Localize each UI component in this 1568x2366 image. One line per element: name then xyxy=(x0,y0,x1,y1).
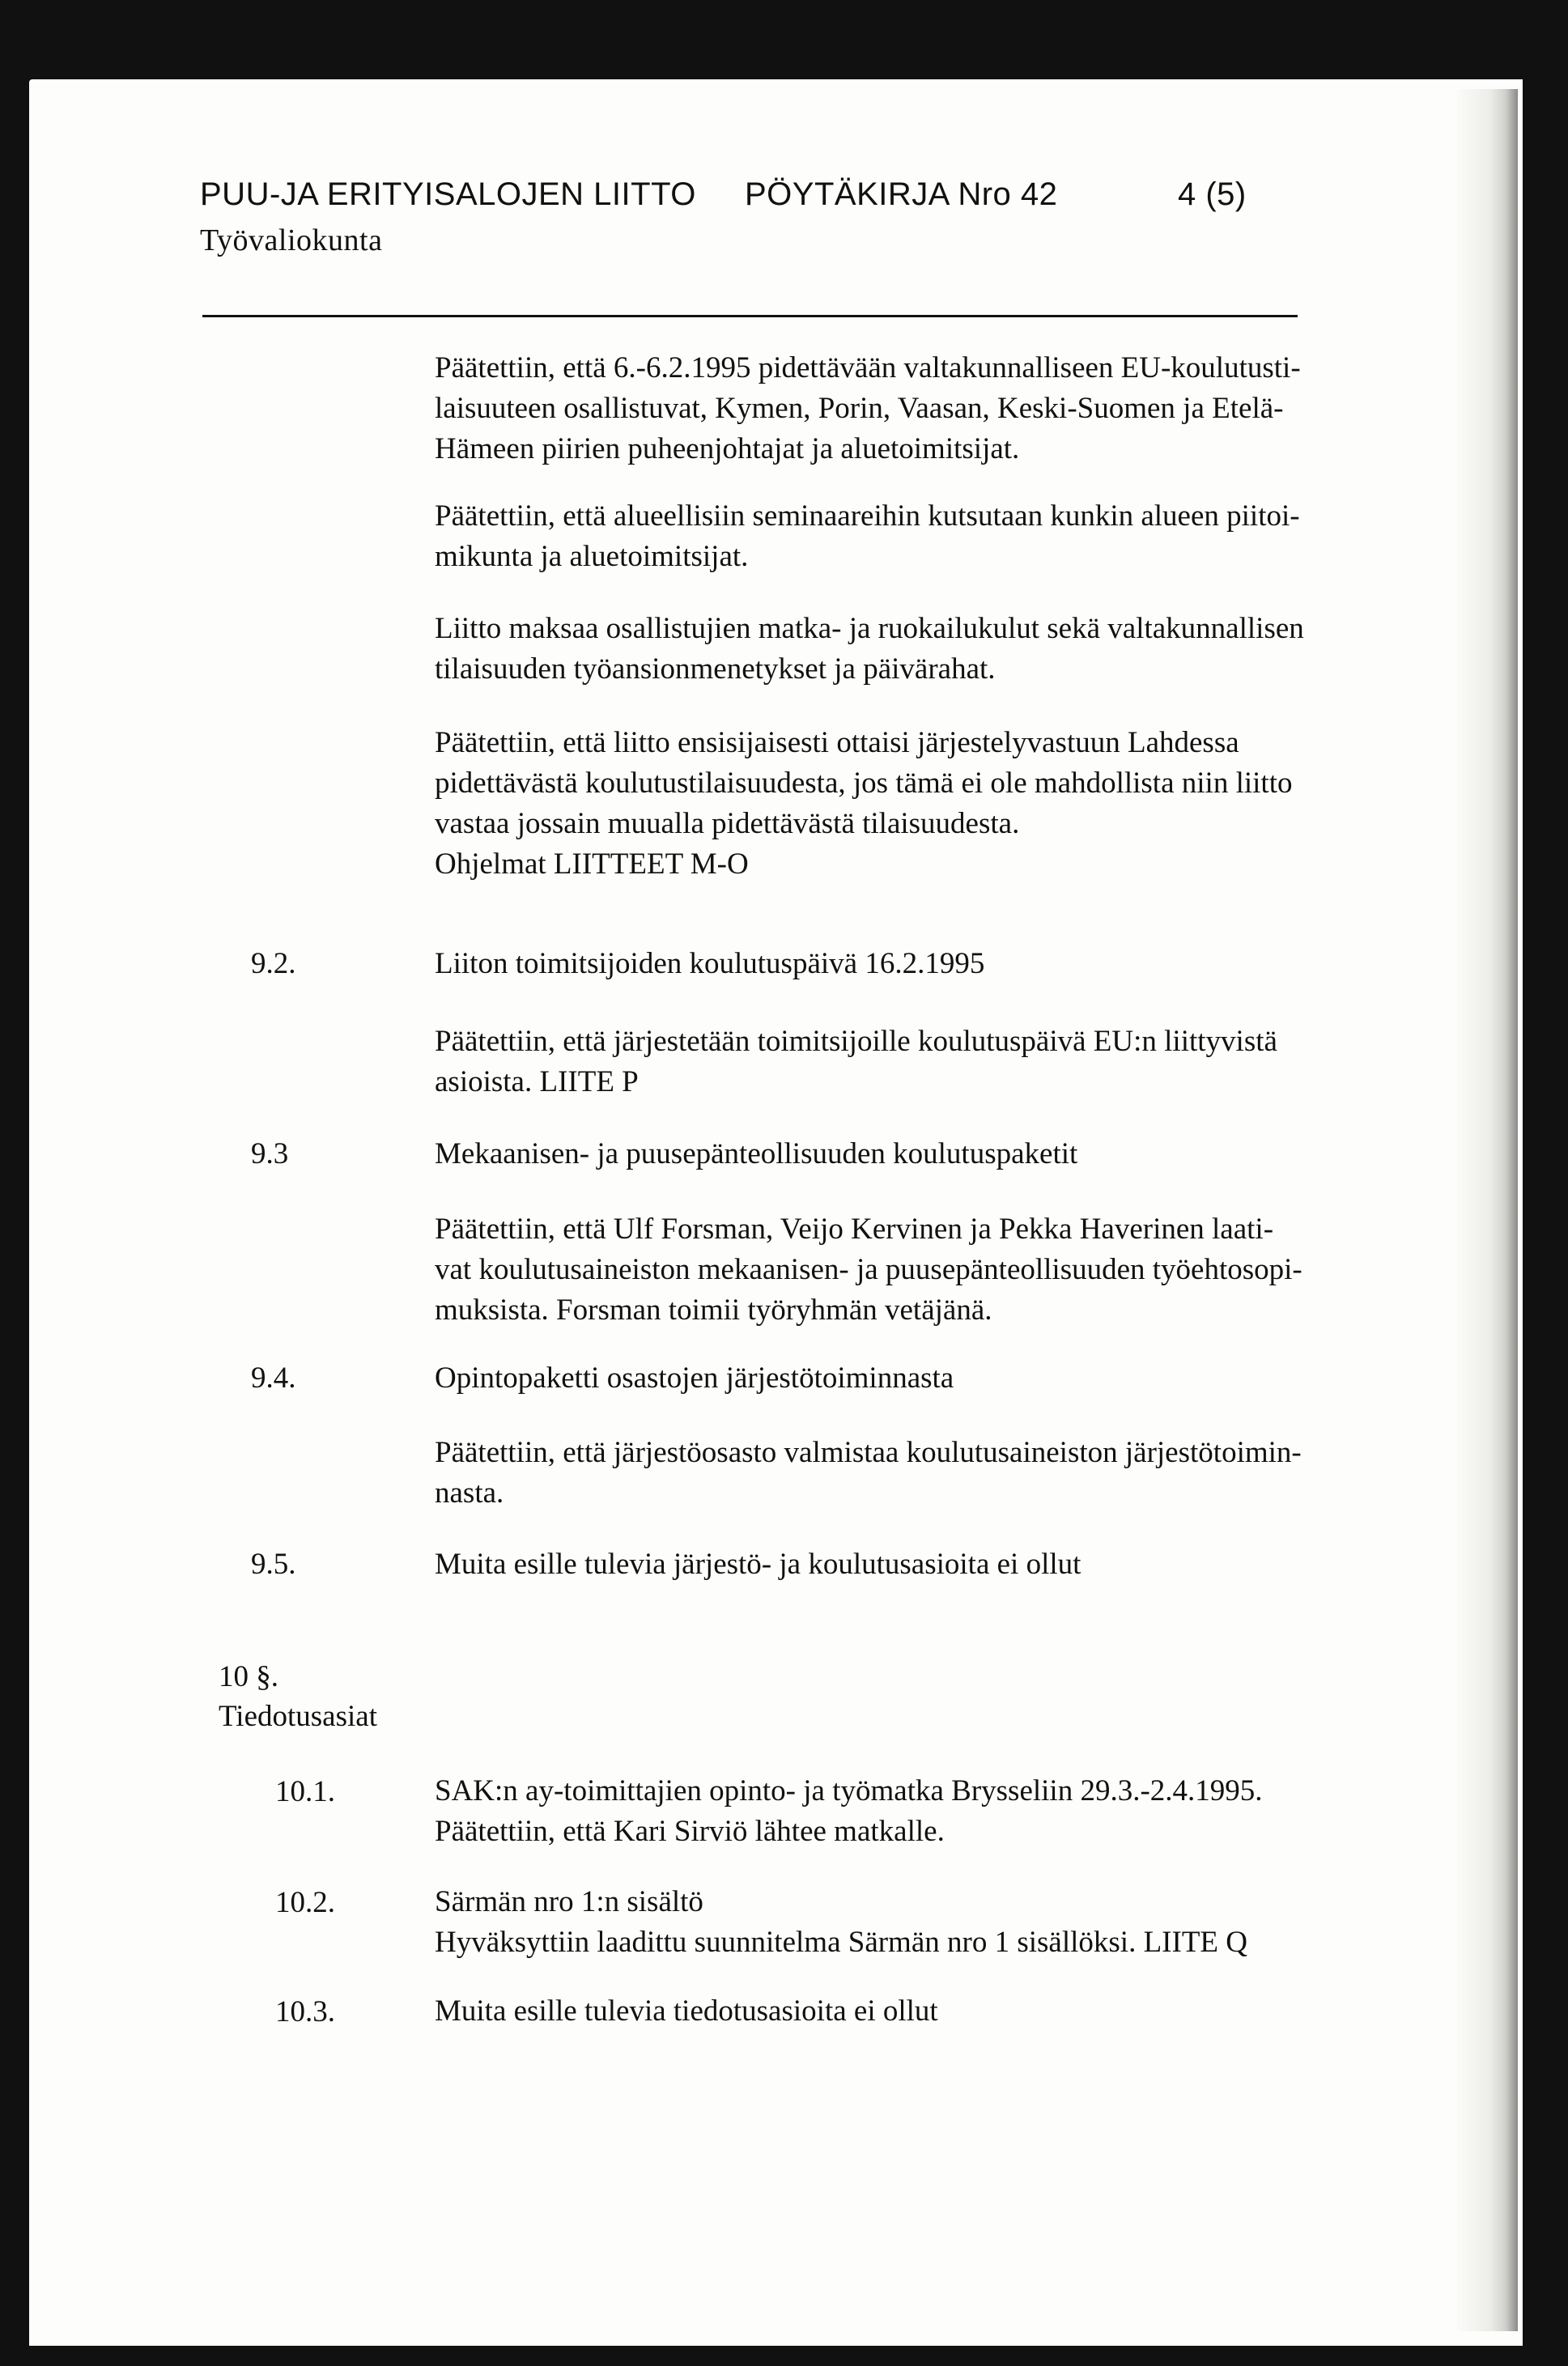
paragraph-line: Hyväksyttiin laadittu suunnitelma Särmän nro 1 sisällöksi. LIITE Q xyxy=(435,1926,1247,1959)
page-number: 4 (5) xyxy=(1178,176,1247,212)
paragraph-line: Päätettiin, että järjestöosasto valmistaa koulutusaineiston järjestötoimin- xyxy=(435,1436,1302,1469)
paragraph-line: laisuuteen osallistuvat, Kymen, Porin, Vaasan, Keski-Suomen ja Etelä- xyxy=(435,392,1284,425)
item-number: 9.3 xyxy=(251,1137,289,1170)
item-body xyxy=(435,1771,1317,1852)
item-body xyxy=(435,1882,1317,1963)
paragraph-lahti-event xyxy=(435,723,1317,885)
item-number: 10.1. xyxy=(275,1775,335,1808)
paragraph-line: Särmän nro 1:n sisältö xyxy=(435,1885,703,1918)
paragraph-line: pidettävästä koulutustilaisuudesta, jos tämä ei ole mahdollista niin liitto xyxy=(435,767,1293,800)
item-title: Muita esille tulevia järjestö- ja koulutusasioita ei ollut xyxy=(435,1548,1081,1581)
item-body xyxy=(435,1022,1317,1102)
paragraph-line: vastaa jossain muualla pidettävästä tilaisuudesta. xyxy=(435,807,1020,840)
paragraph-line: asioista. LIITE P xyxy=(435,1065,639,1098)
paragraph-line: Päätettiin, että Kari Sirviö lähtee matkalle. xyxy=(435,1815,945,1848)
paragraph-line: Päätettiin, että järjestetään toimitsijoille koulutuspäivä EU:n liittyvistä xyxy=(435,1025,1277,1058)
item-number: 9.2. xyxy=(251,947,296,980)
item-title: Liiton toimitsijoiden koulutuspäivä 16.2.1995 xyxy=(435,947,985,980)
paragraph-line: muksista. Forsman toimii työryhmän vetäjänä. xyxy=(435,1293,992,1327)
page-edge xyxy=(1457,89,1518,2331)
item-title: Opintopaketti osastojen järjestötoiminnasta xyxy=(435,1361,954,1395)
item-body xyxy=(435,1433,1317,1514)
paragraph-line: tilaisuuden työansionmenetykset ja päivärahat. xyxy=(435,652,996,686)
header-rule xyxy=(202,315,1298,317)
paragraph-line: mikunta ja aluetoimitsijat. xyxy=(435,540,749,573)
paragraph-travel-costs xyxy=(435,609,1317,690)
paragraph-line: Päätettiin, että liitto ensisijaisesti ottaisi järjestelyvastuun Lahdessa xyxy=(435,726,1239,759)
paragraph-line: Päätettiin, että 6.-6.2.1995 pidettävään valtakunnalliseen EU-koulutusti- xyxy=(435,351,1301,384)
paragraph-line: vat koulutusaineiston mekaanisen- ja puusepänteollisuuden työehtosopi- xyxy=(435,1253,1302,1286)
item-number: 10.3. xyxy=(275,1995,335,2028)
section-subheading: Tiedotusasiat xyxy=(219,1700,377,1733)
document-title: PÖYTÄKIRJA Nro 42 xyxy=(745,176,1058,212)
item-number: 9.4. xyxy=(251,1361,296,1395)
paragraph-line: SAK:n ay-toimittajien opinto- ja työmatka Brysseliin 29.3.-2.4.1995. xyxy=(435,1774,1263,1807)
item-body xyxy=(435,1991,1317,2032)
paragraph-line: Hämeen piirien puheenjohtajat ja aluetoimitsijat. xyxy=(435,432,1020,465)
committee-name: Työvaliokunta xyxy=(200,223,383,257)
item-number: 10.2. xyxy=(275,1886,335,1919)
paragraph-line: Muita esille tulevia tiedotusasioita ei ollut xyxy=(435,1994,938,2028)
paragraph-eu-training xyxy=(435,348,1317,469)
item-body xyxy=(435,1209,1317,1331)
section-heading: 10 §. xyxy=(219,1660,278,1693)
paragraph-line: Liitto maksaa osallistujien matka- ja ruokailukulut sekä valtakunnallisen xyxy=(435,612,1304,645)
paragraph-regional-seminars xyxy=(435,496,1317,577)
paragraph-line: Ohjelmat LIITTEET M-O xyxy=(435,847,749,881)
item-number: 9.5. xyxy=(251,1548,296,1581)
paragraph-line: Päätettiin, että Ulf Forsman, Veijo Kervinen ja Pekka Haverinen laati- xyxy=(435,1213,1274,1246)
paragraph-line: nasta. xyxy=(435,1476,504,1510)
item-title: Mekaanisen- ja puusepänteollisuuden koulutuspaketit xyxy=(435,1137,1078,1170)
paragraph-line: Päätettiin, että alueellisiin seminaareihin kutsutaan kunkin alueen piitoi- xyxy=(435,499,1300,533)
org-name: PUU-JA ERITYISALOJEN LIITTO xyxy=(200,176,696,212)
